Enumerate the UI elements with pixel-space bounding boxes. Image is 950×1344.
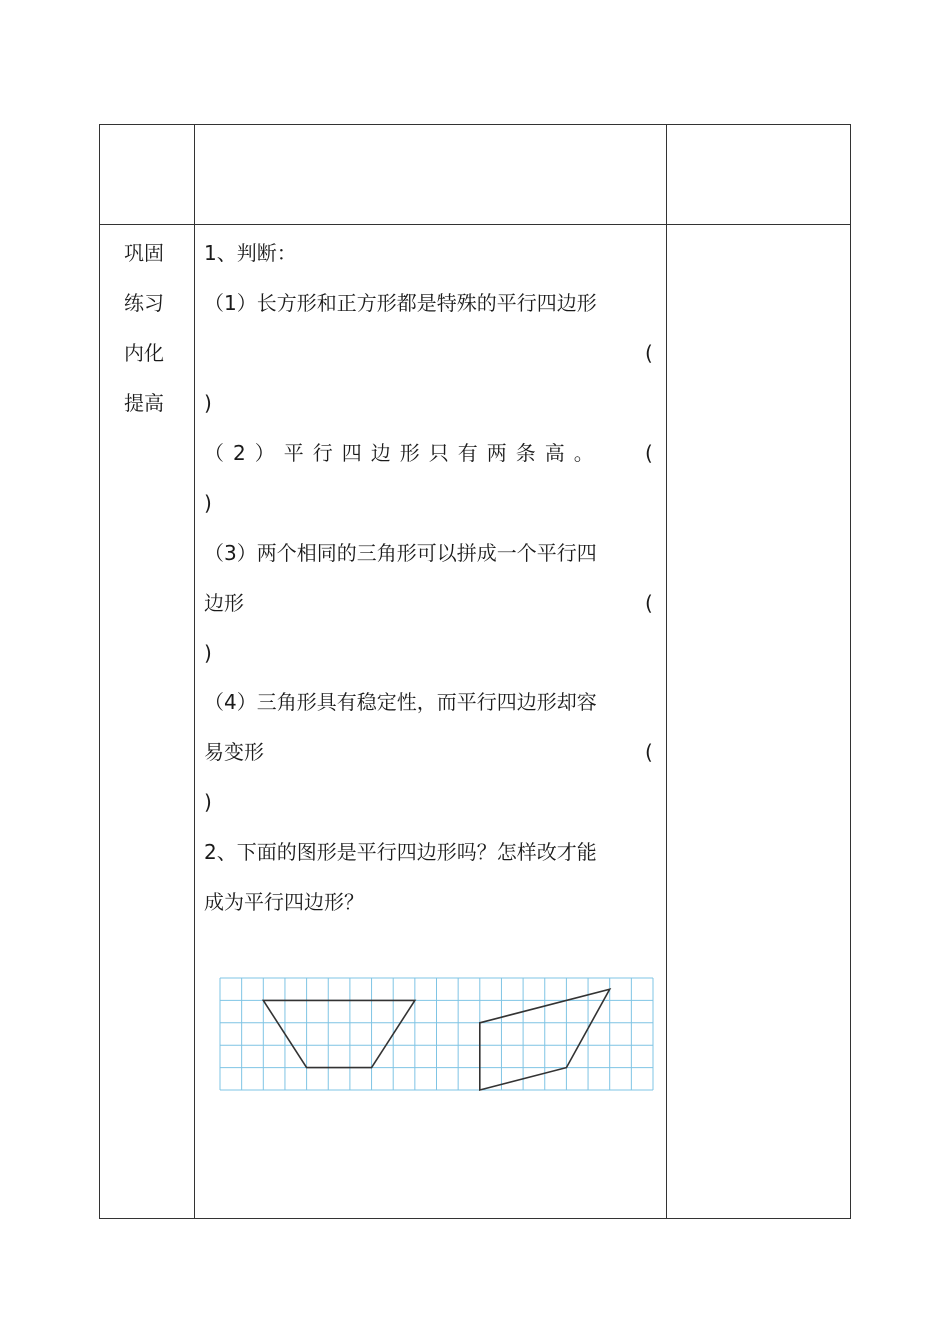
trapezoid-shape <box>263 1000 415 1067</box>
section-label-line-2: 练习 <box>124 291 164 315</box>
section-label-line-3: 内化 <box>124 341 164 365</box>
item-2-answer-open: ( <box>645 441 653 465</box>
item-1-text: （1）长方形和正方形都是特殊的平行四边形 <box>204 291 597 315</box>
item-4-text-line-1: （4）三角形具有稳定性，而平行四边形却容 <box>204 690 597 714</box>
item-1-answer-close: ) <box>204 391 212 415</box>
item-3-text-line-1: （3）两个相同的三角形可以拼成一个平行四 <box>204 541 597 565</box>
item-4-text-line-2: 易变形 <box>204 740 264 764</box>
item-1-answer-open: ( <box>645 341 653 365</box>
exercise-2-line-2: 成为平行四边形？ <box>204 890 364 914</box>
item-3-answer-open: ( <box>645 591 653 615</box>
item-4-answer-open: ( <box>645 740 653 764</box>
item-3-text-line-2: 边形 <box>204 591 244 615</box>
item-2-answer-close: ) <box>204 491 212 515</box>
exercise-2-line-1: 2、下面的图形是平行四边形吗？怎样改才能 <box>204 840 597 864</box>
item-2-text: （2）平行四边形只有两条高。 <box>204 441 603 465</box>
section-label-line-1: 巩固 <box>124 241 164 265</box>
item-3-answer-close: ) <box>204 641 212 665</box>
exercise-1-heading: 1、判断： <box>204 241 297 265</box>
section-label-line-4: 提高 <box>124 391 164 415</box>
item-4-answer-close: ) <box>204 790 212 814</box>
